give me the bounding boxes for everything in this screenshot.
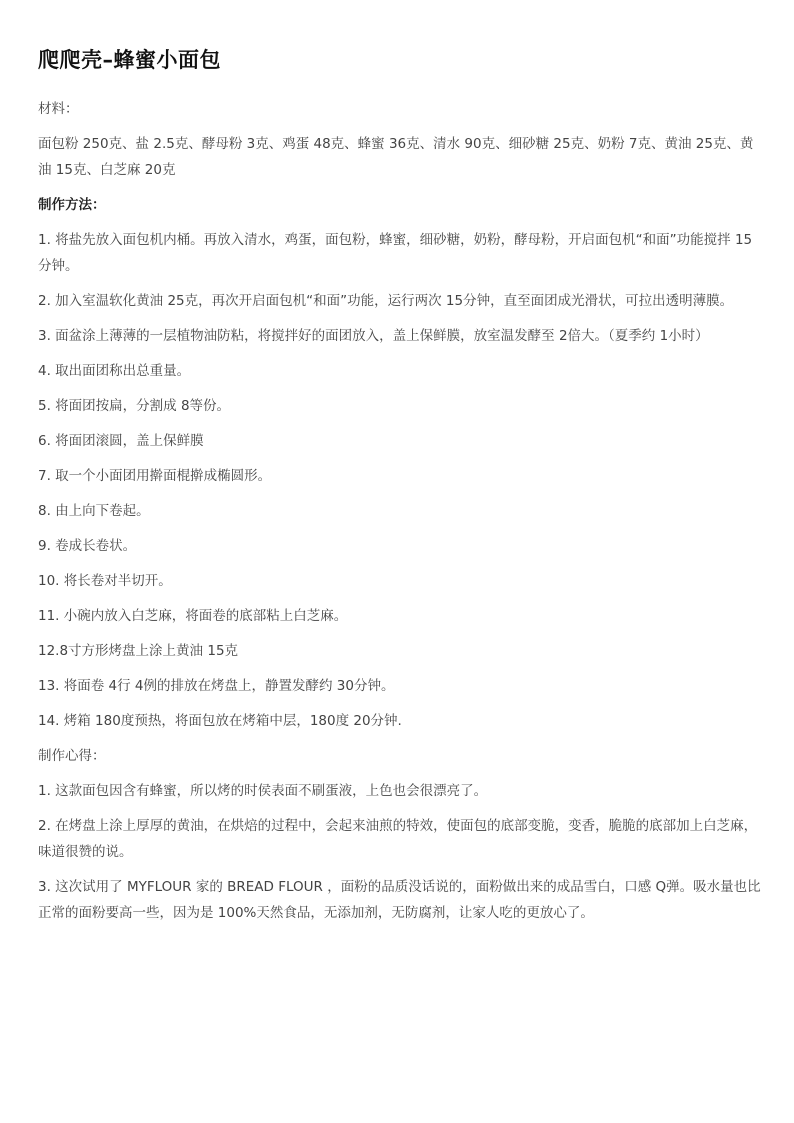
step-8: 8. 由上向下卷起。 — [38, 503, 150, 519]
note-3: 3. 这次试用了 MYFLOUR 家的 BREAD FLOUR ，面粉的品质没话说的，面粉做出来的成品雪白，口感 Q弹。吸水量也比正常的面粉要高一些，因为是 100%天然食品，无添加剂，无防腐剂，让家人吃的更放心了。 — [38, 879, 761, 921]
step-11: 11. 小碗内放入白芝麻，将面卷的底部粘上白芝麻。 — [38, 608, 348, 624]
notes-label: 制作心得： — [38, 748, 106, 764]
step-5: 5. 将面团按扁，分割成 8等份。 — [38, 398, 231, 414]
note-1: 1. 这款面包因含有蜂蜜，所以烤的时侯表面不刷蛋液，上色也会很漂亮了。 — [38, 783, 488, 799]
step-12: 12.8寸方形烤盘上涂上黄油 15克 — [38, 643, 239, 659]
materials-text: 面包粉 250克、盐 2.5克、酵母粉 3克、鸡蛋 48克、蜂蜜 36克、清水 90克、细砂糖 25克、奶粉 7克、黄油 25克、黄油 15克、白芝麻 20克 — [38, 136, 754, 178]
method-label: 制作方法： — [38, 197, 106, 213]
step-4: 4. 取出面团称出总重量。 — [38, 363, 191, 379]
materials-label: 材料： — [38, 101, 79, 117]
step-13: 13. 将面卷 4行 4例的排放在烤盘上，静置发酵约 30分钟。 — [38, 678, 395, 694]
document-page — [38, 44, 764, 935]
step-7: 7. 取一个小面团用擀面棍擀成椭圆形。 — [38, 468, 272, 484]
step-1: 1. 将盐先放入面包机内桶。再放入清水，鸡蛋，面包粉，蜂蜜，细砂糖，奶粉，酵母粉，开启面包机“和面”功能搅拌 15分钟。 — [38, 232, 753, 274]
step-2: 2. 加入室温软化黄油 25克，再次开启面包机“和面”功能，运行两次 15分钟，直至面团成光滑状，可拉出透明薄膜。 — [38, 293, 734, 309]
step-6: 6. 将面团滚圆，盖上保鲜膜 — [38, 433, 204, 449]
note-2: 2. 在烤盘上涂上厚厚的黄油，在烘焙的过程中，会起来油煎的特效，使面包的底部变脆，变香，脆脆的底部加上白芝麻，味道很赞的说。 — [38, 818, 758, 860]
step-9: 9. 卷成长卷状。 — [38, 538, 137, 554]
step-14: 14. 烤箱 180度预热，将面包放在烤箱中层，180度 20分钟. — [38, 713, 402, 729]
step-10: 10. 将长卷对半切开。 — [38, 573, 172, 589]
page-title: 爬爬壳–蜂蜜小面包 — [38, 48, 221, 72]
step-3: 3. 面盆涂上薄薄的一层植物油防粘，将搅拌好的面团放入，盖上保鲜膜，放室温发酵至 2倍大。（夏季约 1小时） — [38, 328, 709, 344]
